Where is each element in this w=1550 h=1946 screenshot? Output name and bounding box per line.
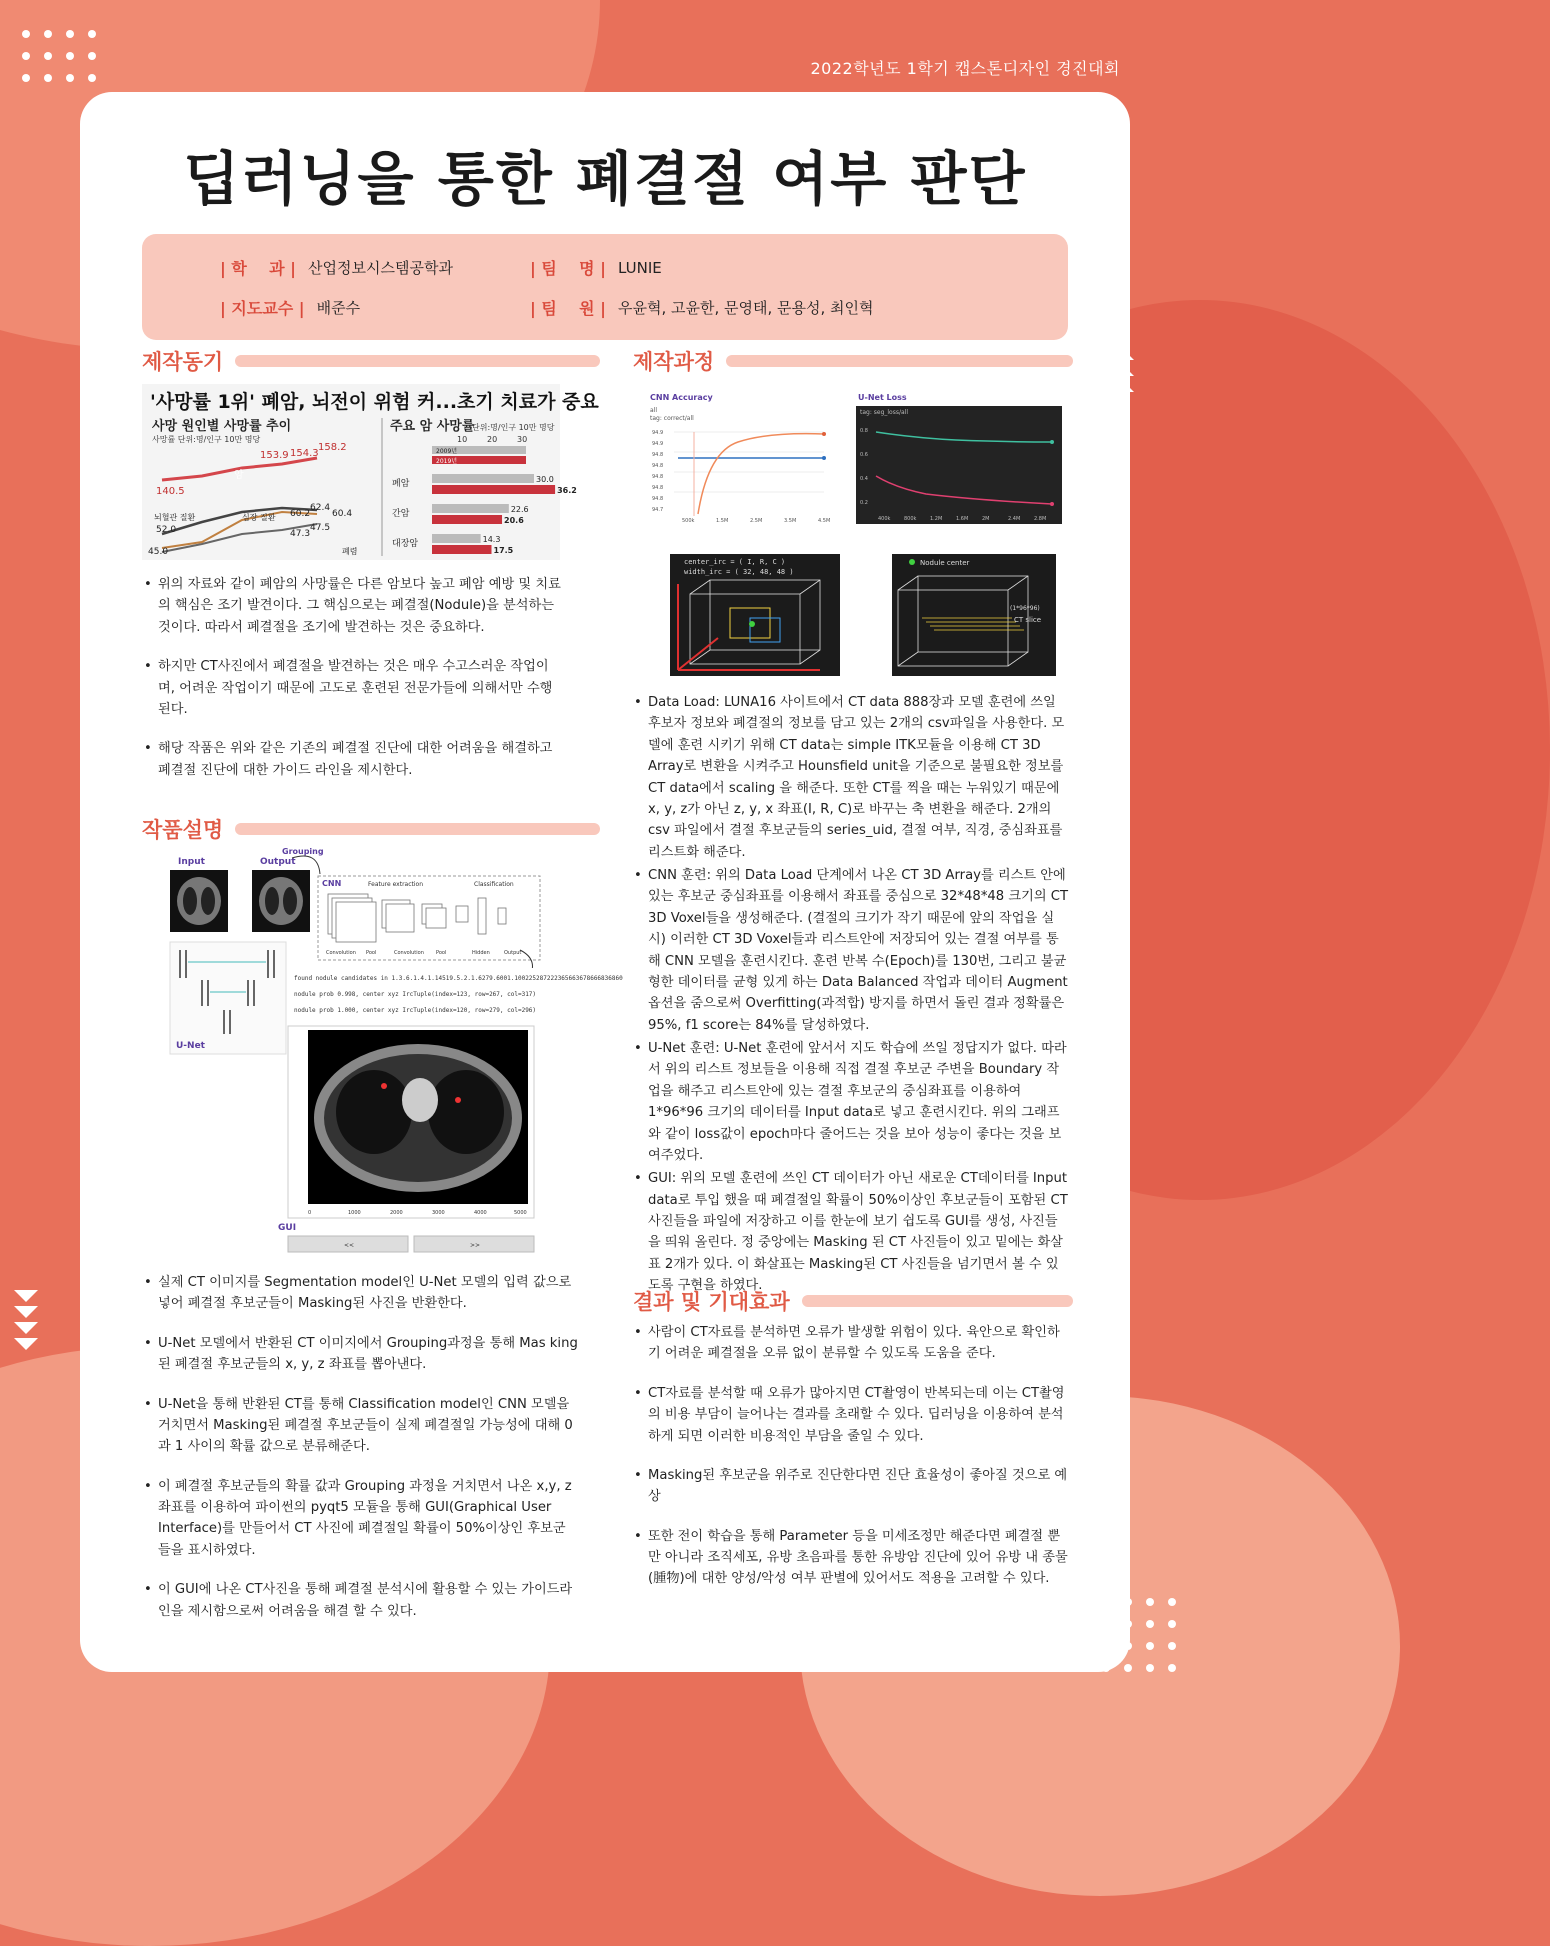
chart-label: 60.2 — [290, 509, 311, 519]
cnn-label: Convolution — [394, 950, 424, 956]
y-tick: 0.2 — [860, 500, 868, 506]
bar-tick: 20 — [487, 435, 498, 444]
acc-line-training — [698, 434, 824, 514]
voxel-text: width_irc = ( 32, 48, 48 ) — [684, 568, 794, 576]
fig-label: Classification — [474, 881, 514, 888]
section-bar — [235, 823, 600, 835]
chart-label: 심장 질환 — [242, 513, 276, 522]
info-dept — [220, 256, 453, 279]
x-tick: 1.6M — [956, 516, 969, 522]
info-value: LUNIE — [618, 258, 662, 277]
log-line: nodule prob 1.000, center xyz IrcTuple(index=120, row=279, col=296) — [294, 1007, 537, 1014]
bar-2019 — [432, 545, 492, 554]
triangle-down-icon — [14, 1290, 38, 1302]
bullet-item: • 또한 전이 학습을 통해 Parameter 등을 미세조정만 해준다면 폐결절 뿐만 아니라 조직세포, 유방 초음파를 통한 유방암 진단에 있어 유방 내 종물(腫物)에 대한 양성/악성 여부 판별에 있어서도 적용을 고려할 수 있다. — [632, 1526, 1070, 1590]
chart-label: 60.4 — [332, 509, 353, 519]
cnn-label: Pool — [366, 950, 377, 956]
accuracy-chart — [648, 392, 830, 524]
bar-category: 폐암 — [392, 479, 410, 489]
bullet-item: • 이 폐결절 후보군들의 확률 값과 Grouping 과정을 거치면서 나온 x,y, z 좌표를 이용하여 파이썬의 pyqt5 모듈을 통해 GUI(Graphical User Interface)를 만들어서 CT 사진에 폐결절일 확률이 50%이상인 후보군들을 표시하였다. — [142, 1476, 578, 1562]
info-key: | 팀 명 | — [530, 259, 607, 278]
loss-chart — [856, 392, 1062, 524]
news-left-unit: 사망률 단위:명/인구 10만 명당 — [152, 435, 261, 444]
section-title: 제작동기 — [142, 350, 224, 374]
info-key: | 학 과 | — [220, 259, 297, 278]
chart-label: 140.5 — [156, 486, 185, 497]
info-value: 산업정보시스템공학과 — [308, 259, 453, 277]
chart-label: 47.3 — [290, 529, 311, 539]
x-tick: 500k — [682, 518, 695, 524]
ct-tick: 3000 — [432, 1210, 445, 1216]
info-members — [530, 296, 874, 319]
x-tick: 400k — [878, 516, 891, 522]
y-tick: 0.6 — [860, 452, 868, 458]
x-tick: 800k — [904, 516, 917, 522]
bullet-item: • 사람이 CT자료를 분석하면 오류가 발생할 위험이 있다. 육안으로 확인하기 어려운 폐결절을 오류 없이 분류할 수 있도록 도움을 준다. — [632, 1322, 1070, 1365]
triangle-down-icon — [14, 1306, 38, 1318]
x-tick: 1.5M — [716, 518, 729, 524]
voxel-text: CT slice — [1014, 616, 1042, 624]
bullet-item: • CT자료를 분석할 때 오류가 많아지면 CT촬영이 반복되는데 이는 CT촬영의 비용 부담이 늘어나는 결과를 초래할 수 있다. 딥러닝을 이용하여 분석하게 되면 이러한 비용적인 부담을 줄일 수 있다. — [632, 1383, 1070, 1447]
y-tick: 94.9 — [652, 430, 664, 436]
unet-diagram — [170, 942, 286, 1054]
bar-value: 20.6 — [504, 516, 524, 525]
cnn-label: Convolution — [326, 950, 356, 956]
y-tick: 94.9 — [652, 441, 664, 447]
chart-label: 폐렴 — [342, 547, 358, 556]
news-right-title: 주요 암 사망률 — [390, 419, 475, 434]
y-tick: 94.8 — [652, 463, 664, 469]
motivation-bullets — [142, 574, 562, 799]
x-tick: 4.5M — [818, 518, 831, 524]
info-value: 배준수 — [316, 299, 361, 317]
chart-label: 암 — [234, 470, 244, 481]
voxel-text: center_irc = ( I, R, C ) — [684, 558, 786, 566]
bar-category: 간암 — [392, 509, 410, 519]
voxel-diagram-1 — [670, 554, 840, 676]
bar-value: 30.0 — [536, 475, 554, 484]
chart-sub: all — [650, 407, 658, 414]
poster-card — [80, 92, 1130, 1672]
architecture-svg — [168, 847, 623, 1266]
bullet-item: • CNN 훈련: 위의 Data Load 단계에서 나온 CT 3D Array를 리스트 안에 있는 후보군 중심좌표를 이용해서 좌표를 중심으로 32*48*48 크기의 CT 3D Voxel들을 생성해준다. (결절의 크기가 작기 때문에 앞의 작업을 실시) 이러한 CT 3D Voxel들과 리스트안에 저장되어 있는 결절 여부를 통해 CNN 모델을 훈련시킨다. 훈련 반복 수(Epoch)를 130번, 그리고 불균형한 데이터를 균형 있게 하는 Data Balanced 작업과 데이터 Augment 옵션을 줌으로써 Overfitting(과적합) 방지를 하면서 돌린 결과 정확률은 95%, f1 score는 84%를 달성하였다. — [632, 865, 1070, 1036]
bar-2009 — [432, 534, 481, 543]
bar-tick: 10 — [457, 435, 468, 444]
info-value: 우윤혁, 고윤한, 문영태, 문용성, 최인혁 — [618, 299, 874, 317]
cnn-label: Pool — [436, 950, 447, 956]
section-motivation-head — [142, 346, 600, 376]
ct-tick: 4000 — [474, 1210, 487, 1216]
triangle-down-icon — [14, 1322, 38, 1334]
description-bullets — [142, 1272, 578, 1640]
info-team — [530, 256, 662, 279]
section-title: 결과 및 기대효과 — [633, 1290, 790, 1314]
info-box — [142, 234, 1068, 340]
x-tick: 1.2M — [930, 516, 943, 522]
bullet-item: • Data Load: LUNA16 사이트에서 CT data 888장과 모델 훈련에 쓰일 후보자 정보와 폐결절의 정보를 담고 있는 2개의 csv파일을 사용한다. 모델에 훈련 시키기 위해 CT data는 simple ITK모듈을 이용해 CT 3D Array로 변환을 시켜주고 Hounsfield unit을 기준으로 불필요한 정보를 CT data에서 scaling 을 해준다. 또한 CT를 찍을 때는 누워있기 때문에 x, y, z가 아닌 z, y, x 좌표(I, R, C)로 바꾸는 축 변환을 해준다. 2개의 csv 파일에서 결절 후보군들의 series_uid, 결절 여부, 직경, 중심좌표를 리스트화 해준다. — [632, 692, 1070, 863]
bullet-item: • Masking된 후보군을 위주로 진단한다면 진단 효율성이 좋아질 것으로 예상 — [632, 1465, 1070, 1508]
bullet-item: • 실제 CT 이미지를 Segmentation model인 U-Net 모델의 입력 값으로 넣어 폐결절 후보군들이 Masking된 사진을 반환한다. — [142, 1272, 578, 1315]
architecture-figure — [168, 847, 623, 1266]
y-tick: 94.8 — [652, 452, 664, 458]
fig-label: Grouping — [282, 847, 324, 856]
results-bullets — [632, 1322, 1070, 1608]
section-results-head — [633, 1286, 1073, 1316]
chart-title: U-Net Loss — [858, 393, 907, 402]
x-tick: 2.8M — [1034, 516, 1047, 522]
section-process-head — [633, 346, 1073, 376]
bar-value: 22.6 — [510, 505, 529, 514]
info-advisor — [220, 296, 360, 319]
accuracy-svg — [648, 392, 830, 524]
loss-svg — [856, 392, 1062, 524]
chart-label: 52.0 — [156, 525, 177, 535]
fig-label: Feature extraction — [368, 881, 424, 888]
ct-tick: 0 — [308, 1210, 312, 1216]
log-line: found nodule candidates in 1.3.6.1.4.1.14519.5.2.1.6279.6001.100225287222365663678666836860 — [294, 975, 623, 982]
section-title: 제작과정 — [633, 350, 715, 374]
ct-tick: 1000 — [348, 1210, 361, 1216]
bullet-item: • 이 GUI에 나온 CT사진을 통해 폐결절 분석시에 활용할 수 있는 가이드라인을 제시함으로써 어려움을 해결 할 수 있다. — [142, 1579, 578, 1622]
ct-tick: 2000 — [390, 1210, 403, 1216]
bar-2009 — [432, 504, 509, 513]
gui-button-label: << — [344, 1242, 355, 1249]
y-tick: 94.8 — [652, 474, 664, 480]
log-line: nodule prob 0.998, center xyz IrcTuple(index=123, row=267, col=317) — [294, 991, 537, 998]
legend-label: 2019년 — [436, 458, 458, 465]
voxel-svg-2 — [892, 554, 1056, 676]
news-figure-svg — [142, 384, 599, 560]
triangle-down-icon — [14, 1338, 38, 1350]
info-key: | 팀 원 | — [530, 299, 607, 318]
y-tick: 94.8 — [652, 496, 664, 502]
gui-button-label: >> — [470, 1242, 481, 1249]
chart-label: 뇌혈관 질환 — [154, 513, 196, 522]
bar-2019 — [432, 515, 502, 524]
fig-label: Output — [260, 857, 296, 867]
news-figure — [142, 384, 599, 560]
section-title: 작품설명 — [142, 818, 224, 842]
bar-value: 17.5 — [493, 546, 514, 555]
bullet-item: • U-Net 모델에서 반환된 CT 이미지에서 Grouping과정을 통해 Mas king된 폐결절 후보군들의 x, y, z 좌표를 뽑아낸다. — [142, 1333, 578, 1376]
x-tick: 2.5M — [750, 518, 763, 524]
page-title: 딥러닝을 통한 폐결절 여부 판단 — [183, 145, 1027, 213]
fig-label: GUI — [278, 1223, 297, 1233]
bar-group — [392, 446, 577, 555]
chart-label: 153.9 — [260, 450, 289, 461]
dot-pattern — [22, 30, 96, 82]
chart-label: 45.0 — [148, 547, 169, 557]
news-left-title: 사망 원인별 사망률 추이 — [152, 419, 292, 434]
news-headline: '사망률 1위' 폐암, 뇌전이 위험 커...초기 치료가 중요 — [150, 391, 599, 413]
chart-label: 47.5 — [310, 523, 331, 533]
bullet-item: • GUI: 위의 모델 훈련에 쓰인 CT 데이터가 아닌 새로운 CT데이터를 Input data로 투입 했을 때 폐결절일 확률이 50%이상인 후보군들이 포함된 CT 사진들을 파일에 저장하고 이를 한눈에 보기 쉽도록 GUI를 생성, 사진들을 띄워 올린다. 정 중앙에는 Masking 된 CT 사진들이 있고 밑에는 화살표 2개가 있다. 이 화살표는 Masking된 CT 사진들을 넘기면서 볼 수 있도록 구현을 하였다. — [632, 1168, 1070, 1296]
bar-category: 대장암 — [392, 539, 419, 549]
bar-tick: 30 — [517, 435, 528, 444]
section-bar — [802, 1295, 1073, 1307]
voxel-text: Nodule center — [920, 559, 970, 567]
process-bullets — [632, 692, 1070, 1299]
contest-name: 2022학년도 1학기 캡스톤디자인 경진대회 — [810, 59, 1120, 78]
chart-sub: tag: seg_loss/all — [860, 409, 909, 416]
x-tick: 3.5M — [784, 518, 797, 524]
section-bar — [235, 355, 600, 367]
legend-label: 2009년 — [436, 448, 458, 455]
bar-value: 14.3 — [482, 535, 501, 544]
chart-sub: tag: correct/all — [650, 415, 694, 422]
fig-label: CNN — [322, 879, 342, 888]
chart-label: 154.3 — [290, 448, 319, 459]
bullet-item: • U-Net을 통해 반환된 CT를 통해 Classification model인 CNN 모델을 거치면서 Masking된 폐결절 후보군들이 실제 폐결절일 가능성에 대해 0과 1 사이의 확률 값으로 분류해준다. — [142, 1394, 578, 1458]
bar-value: 36.2 — [557, 486, 577, 495]
bar-2009 — [432, 474, 534, 483]
bullet-item: • U-Net 훈련: U-Net 훈련에 앞서서 지도 학습에 쓰일 정답지가 없다. 따라서 위의 리스트 정보들을 이용해 직접 결절 후보군 주변을 Boundary 작업을 해주고 리스트안에 있는 결절 후보군의 중심좌표를 이용하여 1*96*96 크기의 데이터를 Input data로 넣고 훈련시킨다. 위의 그래프와 같이 loss값이 epoch마다 줄어드는 것을 보아 성능이 좋다는 것을 보여주었다. — [632, 1038, 1070, 1166]
fig-label: U-Net — [176, 1041, 205, 1051]
bullet-item: • 하지만 CT사진에서 폐결절을 발견하는 것은 매우 수고스러운 작업이며, 어려운 작업이기 때문에 고도로 훈련된 전문가들에 의해서만 수행된다. — [142, 656, 562, 720]
section-description-head — [142, 814, 600, 844]
bar-2019 — [432, 485, 555, 494]
bullet-item: • 해당 작품은 위와 같은 기존의 폐결절 진단에 대한 어려움을 해결하고 폐결절 진단에 대한 가이드 라인을 제시한다. — [142, 738, 562, 781]
voxel-text: (1*96*96) — [1010, 605, 1040, 612]
chart-title: CNN Accuracy — [650, 393, 713, 402]
section-bar — [726, 355, 1073, 367]
news-right-unit: 단위:명/인구 10만 명당 — [472, 423, 555, 432]
y-tick: 0.8 — [860, 428, 868, 434]
y-tick: 94.8 — [652, 485, 664, 491]
chart-label: 62.4 — [310, 503, 331, 513]
voxel-svg-1 — [670, 554, 840, 676]
y-tick: 94.7 — [652, 507, 664, 513]
x-tick: 2M — [982, 516, 990, 522]
x-tick: 2.4M — [1008, 516, 1021, 522]
chart-label: 158.2 — [318, 442, 347, 453]
info-key: | 지도교수 | — [220, 299, 305, 318]
cnn-label: Hidden — [472, 950, 490, 956]
fig-label: Input — [178, 857, 205, 867]
y-tick: 0.4 — [860, 476, 868, 482]
bullet-item: • 위의 자료와 같이 폐암의 사망률은 다른 암보다 높고 폐암 예방 및 치료의 핵심은 조기 발견이다. 그 핵심으로는 폐결절(Nodule)을 분석하는 것이다. 따라서 폐결절을 조기에 발견하는 것은 중요하다. — [142, 574, 562, 638]
voxel-diagram-2 — [892, 554, 1056, 676]
cnn-label: Output — [504, 950, 522, 956]
ct-tick: 5000 — [514, 1210, 527, 1216]
